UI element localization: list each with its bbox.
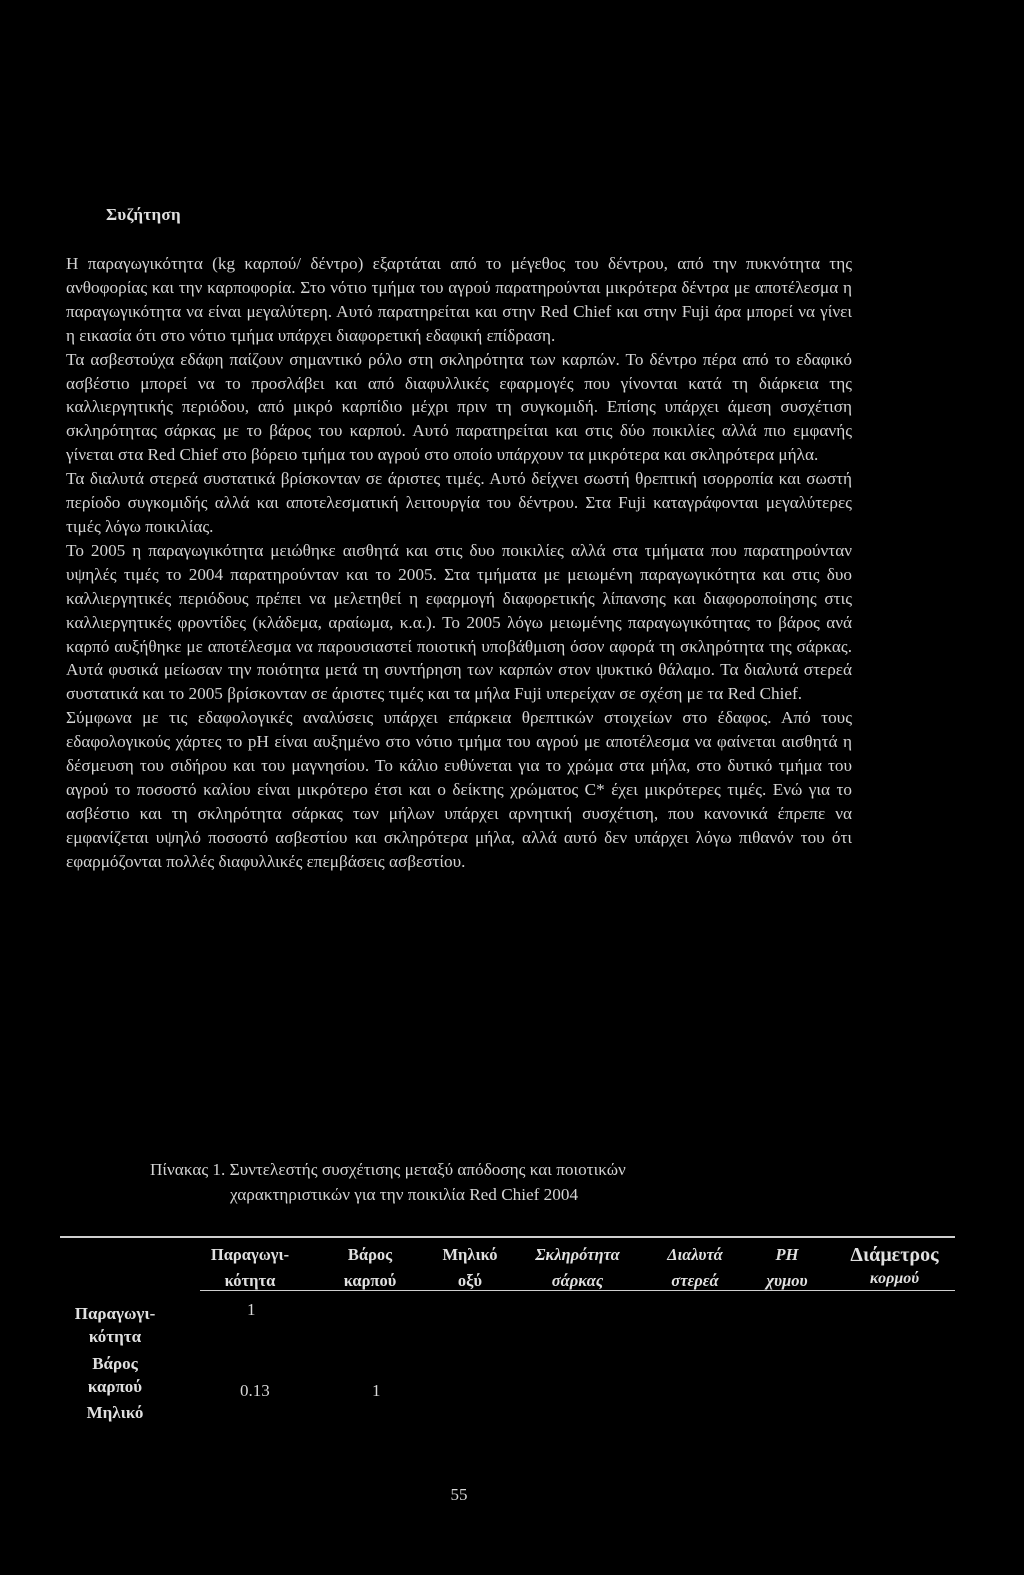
col-header-productivity (205, 1242, 295, 1294)
paragraph: Τα ασβεστούχα εδάφη παίζουν σημαντικό ρόλο στη σκληρότητα των καρπών. Το δέντρο πέρα από το εδαφικό ασβέστιο μπορεί να το προσλάβει και από διαφυλλικές εφαρμογές που γίνονται κατά τη διάρκεια της καλλιεργητικής περιόδου, από μικρό καρπίδιο μέχρι πριν τη συγκομιδή. Επίσης υπάρχει άμεση συσχέτιση σκληρότητας σάρκας με το βάρος του καρπού. Αυτό παρατηρείται και στις δύο ποικιλίες αλλά πιο εμφανής γίνεται στα Red Chief στο βόρειο τμήμα του αγρού στο οποίο υπάρχουν τα μικρότερα και σκληρότερα μήλα. (66, 349, 852, 465)
col-header-line: κότητα (224, 1271, 276, 1290)
row-label-malic-acid (60, 1401, 170, 1424)
col-header-line: καρπού (343, 1271, 397, 1290)
paragraph: Το 2005 η παραγωγικότητα μειώθηκε αισθητά και στις δυο ποικιλίες αλλά στα τμήματα που παρατηρούνταν υψηλές τιμές το 2004 παρατηρούνταν και το 2005. Στα τμήματα με μειωμένη παραγωγικότητα και στις δυο καλλιεργητικές περιόδους πρέπει να μελετηθεί η εφαρμογή διαφορετικής λίπανσης και διαφοροποίησης στις καλλιεργητικές φροντίδες (κλάδεμα, αραίωμα, κ.α.). Το 2005 λόγω μειωμένης παραγωγικότητας το βάρος ανά καρπό αυξήθηκε με αποτέλεσμα να παρουσιαστεί ποιοτική υποβάθμιση όσον αφορά τη σκληρότητα της σάρκας. Αυτά φυσικά μείωσαν την ποιότητα μετά τη συντήρηση των καρπών στον ψυκτικό θάλαμο. Τα διαλυτά στερεά συστατικά και το 2005 βρίσκονταν σε άριστες τιμές και τα μήλα Fuji υπερείχαν σε σχέση με τα Red Chief. (66, 540, 852, 704)
row-label-line: καρπού (87, 1377, 143, 1396)
paragraph: Σύμφωνα με τις εδαφολογικές αναλύσεις υπάρχει επάρκεια θρεπτικών στοιχείων στο έδαφος. Από τους εδαφολογικούς χάρτες το pH είναι αυξημένο στο νότιο τμήμα του αγρού με αποτέλεσμα να φαίνεται αισθητά η δέσμευση του σιδήρου και του μαγνησίου. Το κάλιο ευθύνεται για το χρώμα στα μήλα, στο δυτικό τμήμα του αγρού το ποσοστό καλίου είναι μικρότερο έτσι και ο δείκτης χρώματος C* έχει μικρότερες τιμές. Ενώ για το ασβέστιο και τη σκληρότητα σάρκας των μήλων υπάρχει αρνητική συσχέτιση, που κανονικά έπρεπε να εμφανίζεται υψηλό ποσοστό ασβεστίου και σκληρότερα μήλα, αλλά αυτό δεν υπάρχει λόγω πιθανόν του ότι εφαρμόζονται πολλές διαφυλλικές επεμβάσεις ασβεστίου. (66, 708, 852, 871)
table-cell: 1 (372, 1381, 381, 1400)
table-top-rule (60, 1236, 955, 1238)
col-header-line: κορμού (869, 1270, 920, 1287)
table-caption-line2: χαρακτηριστικών για την ποικιλία Red Chief 2004 (230, 1185, 579, 1204)
col-header-juice-ph (752, 1242, 822, 1294)
row-label-productivity (60, 1302, 170, 1348)
col-header-line: Μηλικό (442, 1245, 498, 1264)
col-header-trunk-diameter (832, 1243, 957, 1291)
col-header-malic-acid (425, 1242, 515, 1294)
col-header-flesh-firmness (520, 1242, 635, 1294)
row-label-fruit-weight (60, 1352, 170, 1398)
table-caption-line1: Πίνακας 1. Συντελεστής συσχέτισης μεταξύ απόδοσης και ποιοτικών (150, 1160, 626, 1179)
col-header-fruit-weight (330, 1242, 410, 1294)
page-number-text: 55 (450, 1485, 468, 1504)
col-header-soluble-solids (650, 1242, 740, 1294)
paragraph: Τα διαλυτά στερεά συστατικά βρίσκονταν σε άριστες τιμές. Αυτό δείχνει σωστή θρεπτική ισορροπία και σωστή περίοδο συγκομιδής αλλά και αποτελεσματική λειτουργία του δέντρου. Στα Fuji καταγράφονται μεγαλύτερες τιμές λόγω ποικιλίας. (66, 469, 852, 536)
row-label-line: Μηλικό (86, 1403, 144, 1422)
table-header-rule (200, 1290, 955, 1291)
col-header-line: Βάρος (347, 1245, 393, 1264)
paragraph: Η παραγωγικότητα (kg καρπού/ δέντρο) εξαρτάται από το μέγεθος του δέντρου, από την πυκνότητα της ανθοφορίας και την καρποφορία. Στο νότιο τμήμα του αγρού παρατηρούνται μικρότερα δέντρα με αποτέλεσμα η παραγωγικότητα να είναι μεγαλύτερη. Αυτό παρατηρείται και στην Red Chief και στην Fuji άρα μπορεί να γίνει η εικασία ότι στο νότιο τμήμα υπάρχει διαφορετική εδαφική επίδραση. (66, 254, 852, 345)
col-header-line: Διαλυτά (667, 1245, 723, 1264)
col-header-line: PH (775, 1245, 799, 1264)
col-header-line: οξύ (457, 1271, 483, 1290)
col-header-line: Σκληρότητα (535, 1245, 620, 1264)
table-caption (150, 1157, 850, 1207)
col-header-line: Διάμετρος (850, 1244, 939, 1266)
col-header-line: στερεά (671, 1271, 719, 1290)
col-header-line: χυμου (766, 1271, 808, 1290)
row-label-line: Βάρος (92, 1354, 138, 1373)
row-label-line: κότητα (88, 1327, 142, 1346)
col-header-line: σάρκας (551, 1271, 604, 1290)
discussion-text (66, 252, 852, 874)
page-number (0, 1485, 1024, 1505)
col-header-line: Παραγωγι- (210, 1245, 290, 1264)
row-label-line: Παραγωγι- (74, 1304, 156, 1323)
table-cell: 0.13 (240, 1381, 270, 1400)
table-cell: 1 (247, 1300, 256, 1319)
section-title: Συζήτηση (106, 205, 181, 224)
